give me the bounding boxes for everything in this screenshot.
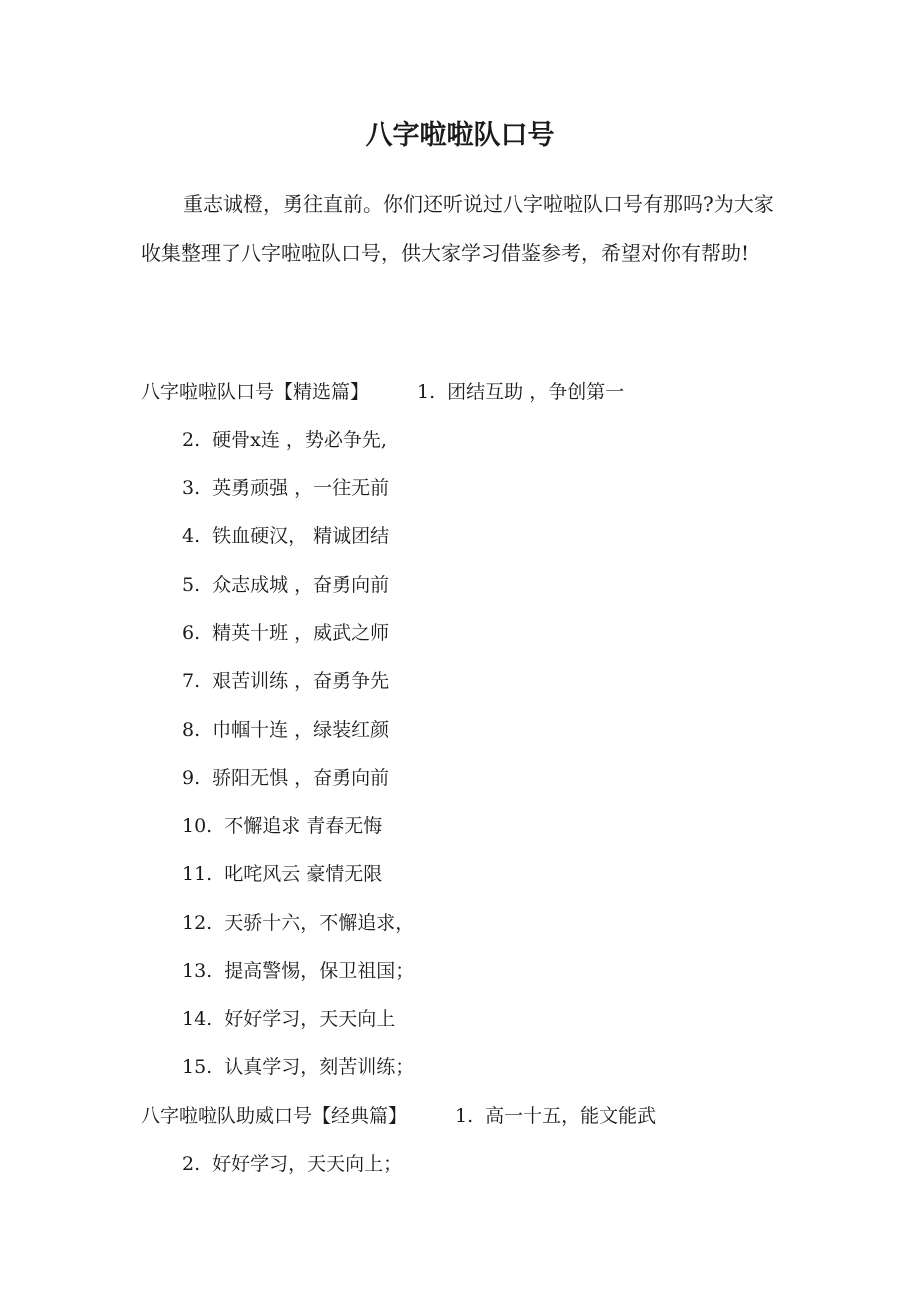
list-item [182,811,382,841]
item-text: 艰苦训练 ，奋勇争先 [212,670,390,692]
item-number: 12. [182,912,213,934]
item-text: 巾帼十连 ，绿装红颜 [212,719,390,741]
item-number: 7. [182,670,201,692]
item-text: 众志成城 ，奋勇向前 [212,574,390,596]
item-number: 13. [182,960,213,982]
item-text: 提高警惕，保卫祖国； [224,960,415,982]
item-number: 1. [417,381,436,403]
item-number: 6. [182,622,201,644]
item-number: 9. [182,767,201,789]
list-item [182,425,387,455]
list-item [182,715,389,745]
list-item [182,666,389,696]
item-text: 硬骨x连 ，势必争先, [212,429,387,451]
list-item [182,473,389,503]
list-item [182,1052,414,1082]
item-text: 高一十五，能文能武 [485,1105,657,1127]
list-item [182,908,414,938]
section-heading: 八字啦啦队助威口号【经典篇】 [141,1105,408,1127]
list-item [182,859,382,889]
section-heading-line [141,377,624,407]
item-text: 骄阳无惧 ，奋勇向前 [212,767,390,789]
list-item [182,1149,402,1179]
list-item [182,1004,395,1034]
item-text: 英勇顽强 ，一往无前 [212,477,390,499]
list-item [182,956,414,986]
item-number: 2. [182,429,201,451]
item-text: 认真学习，刻苦训练； [224,1056,415,1078]
item-number: 8. [182,719,201,741]
item-text: 天骄十六，不懈追求， [224,912,415,934]
item-text: 精英十班 ，威武之师 [212,622,390,644]
item-number: 10. [182,815,213,837]
item-text: 不懈追求 青春无悔 [224,815,383,837]
item-number: 14. [182,1008,213,1030]
list-item [455,1101,656,1131]
item-number: 4. [182,525,201,547]
item-text: 铁血硬汉， 精诚团结 [212,525,390,547]
document-title: 八字啦啦队口号 [365,120,555,151]
item-number: 11. [182,863,213,885]
list-item [182,521,389,551]
list-item [182,763,389,793]
item-text: 团结互助 ，争创第一 [447,381,625,403]
item-text: 好好学习，天天向上； [212,1153,403,1175]
intro-paragraph [141,180,781,278]
section-heading-line [141,1101,656,1131]
item-number: 2. [182,1153,201,1175]
list-item [182,618,389,648]
list-item [417,377,624,407]
intro-text: 重志诚橙，勇往直前。你们还听说过八字啦啦队口号有那吗?为大家收集整理了八字啦啦队口号，供大家学习借鉴参考，希望对你有帮助! [141,192,774,265]
item-number: 1. [455,1105,474,1127]
item-number: 3. [182,477,201,499]
item-text: 叱咤风云 豪情无限 [224,863,383,885]
section-heading: 八字啦啦队口号【精选篇】 [141,381,370,403]
list-item [182,570,389,600]
item-text: 好好学习，天天向上 [224,1008,396,1030]
item-number: 5. [182,574,201,596]
item-number: 15. [182,1056,213,1078]
